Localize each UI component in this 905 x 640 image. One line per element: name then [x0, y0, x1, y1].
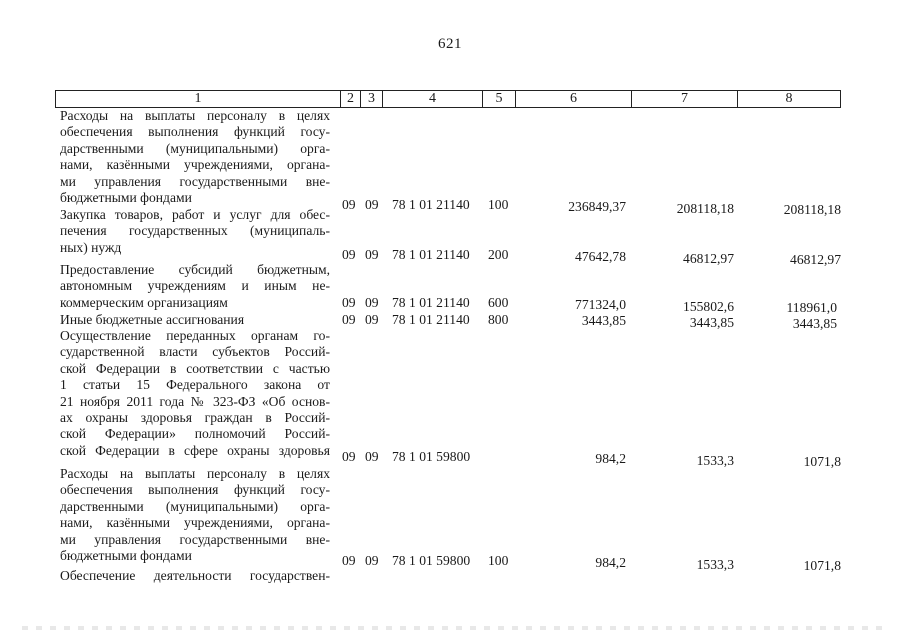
description-line: бюджетными фондами — [60, 547, 192, 563]
description-line: ской Федерации» полномочий Россий- — [60, 426, 330, 442]
amount-col-7: 1533,3 — [696, 557, 734, 572]
description-line: Расходы на выплаты персоналу в целях — [60, 466, 330, 481]
amount-col-6: 984,2 — [595, 555, 626, 570]
description-line: Расходы на выплаты персоналу в целях — [60, 108, 330, 123]
expense-type-code: 200 — [488, 247, 509, 262]
description-line: 1 статьи 15 Федерального закона от — [60, 377, 330, 393]
description-line: Предоставление субсидий бюджетным, — [60, 262, 330, 277]
subsection-code: 09 — [365, 295, 379, 310]
description-line: коммерческим организациям — [60, 294, 228, 310]
description-line: ми управления государственными вне- — [60, 531, 330, 547]
amount-col-8: 208118,18 — [783, 202, 841, 217]
description-line: ской Федерации в соответствии с частью — [60, 360, 330, 376]
description-line: ской Федерации в сфере охраны здоровья — [60, 442, 330, 458]
target-article-code: 78 1 01 59800 — [392, 449, 471, 464]
description-line: обеспечения выполнения функций госу- — [60, 482, 330, 498]
row-description — [60, 207, 330, 256]
amount-col-6: 984,2 — [595, 451, 626, 466]
row-description — [60, 328, 330, 459]
amount-col-8: 46812,97 — [790, 252, 841, 267]
description-line: автономным учреждениям и иным не- — [60, 278, 330, 294]
section-code: 09 — [342, 312, 356, 327]
target-article-code: 78 1 01 21140 — [392, 295, 470, 310]
amount-col-7: 3443,85 — [689, 315, 734, 330]
subsection-code: 09 — [365, 197, 379, 212]
expense-type-code: 600 — [488, 295, 509, 310]
amount-col-8: 3443,85 — [792, 316, 837, 331]
amount-col-7: 155802,6 — [683, 299, 734, 314]
description-line: нами, казёнными учреждениями, органа- — [60, 515, 330, 531]
expense-type-code: 800 — [488, 312, 509, 327]
section-code: 09 — [342, 197, 356, 212]
amount-col-8: 1071,8 — [803, 454, 841, 469]
row-description — [60, 312, 330, 328]
description-line: Закупка товаров, работ и услуг для обес- — [60, 207, 330, 222]
section-code: 09 — [342, 553, 356, 568]
description-line: печения государственных (муниципаль- — [60, 223, 330, 239]
section-code: 09 — [342, 449, 356, 464]
amount-col-8: 1071,8 — [803, 558, 841, 573]
amount-col-6: 236849,37 — [568, 199, 626, 214]
table-header — [55, 90, 841, 108]
description-line: Обеспечение деятельности государствен- — [60, 568, 330, 583]
row-description — [60, 262, 330, 311]
description-line: ах охраны здоровья граждан в Россий- — [60, 409, 330, 425]
target-article-code: 78 1 01 59800 — [392, 553, 471, 568]
description-line: дарственными (муниципальными) орга- — [60, 140, 330, 156]
amount-col-6: 3443,85 — [581, 313, 626, 328]
subsection-code: 09 — [365, 553, 379, 568]
section-code: 09 — [342, 247, 356, 262]
header-col-4: 4 — [382, 90, 482, 108]
description-line: обеспечения выполнения функций госу- — [60, 124, 330, 140]
header-col-2: 2 — [340, 90, 360, 108]
subsection-code: 09 — [365, 449, 379, 464]
description-line: бюджетными фондами — [60, 189, 192, 205]
row-description — [60, 108, 330, 206]
section-code: 09 — [342, 295, 356, 310]
amount-col-6: 771324,0 — [575, 297, 626, 312]
header-col-5: 5 — [482, 90, 515, 108]
amount-col-8: 118961,0 — [786, 300, 837, 315]
expense-type-code: 100 — [488, 197, 509, 212]
row-description — [60, 466, 330, 564]
header-col-1: 1 — [55, 90, 340, 108]
header-col-6: 6 — [515, 90, 631, 108]
row-description — [60, 568, 330, 584]
target-article-code: 78 1 01 21140 — [392, 312, 470, 327]
header-col-3: 3 — [360, 90, 382, 108]
description-line: 21 ноября 2011 года № 323-ФЗ «Об основ- — [60, 393, 330, 409]
description-line: Осуществление переданных органам го- — [60, 328, 330, 343]
target-article-code: 78 1 01 21140 — [392, 247, 470, 262]
expense-type-code: 100 — [488, 553, 509, 568]
amount-col-7: 46812,97 — [683, 251, 734, 266]
description-line: ных) нужд — [60, 239, 122, 255]
description-line: дарственными (муниципальными) орга- — [60, 498, 330, 514]
subsection-code: 09 — [365, 312, 379, 327]
description-line: сударственной власти субъектов Россий- — [60, 344, 330, 360]
amount-col-6: 47642,78 — [575, 249, 626, 264]
subsection-code: 09 — [365, 247, 379, 262]
amount-col-7: 208118,18 — [676, 201, 734, 216]
header-col-7: 7 — [631, 90, 737, 108]
description-line: нами, казёнными учреждениями, органа- — [60, 157, 330, 173]
scan-edge-noise — [22, 626, 882, 630]
target-article-code: 78 1 01 21140 — [392, 197, 470, 212]
description-line: Иные бюджетные ассигнования — [60, 312, 245, 327]
page-number: 621 — [438, 36, 462, 52]
header-col-8: 8 — [737, 90, 841, 108]
description-line: ми управления государственными вне- — [60, 173, 330, 189]
amount-col-7: 1533,3 — [696, 453, 734, 468]
